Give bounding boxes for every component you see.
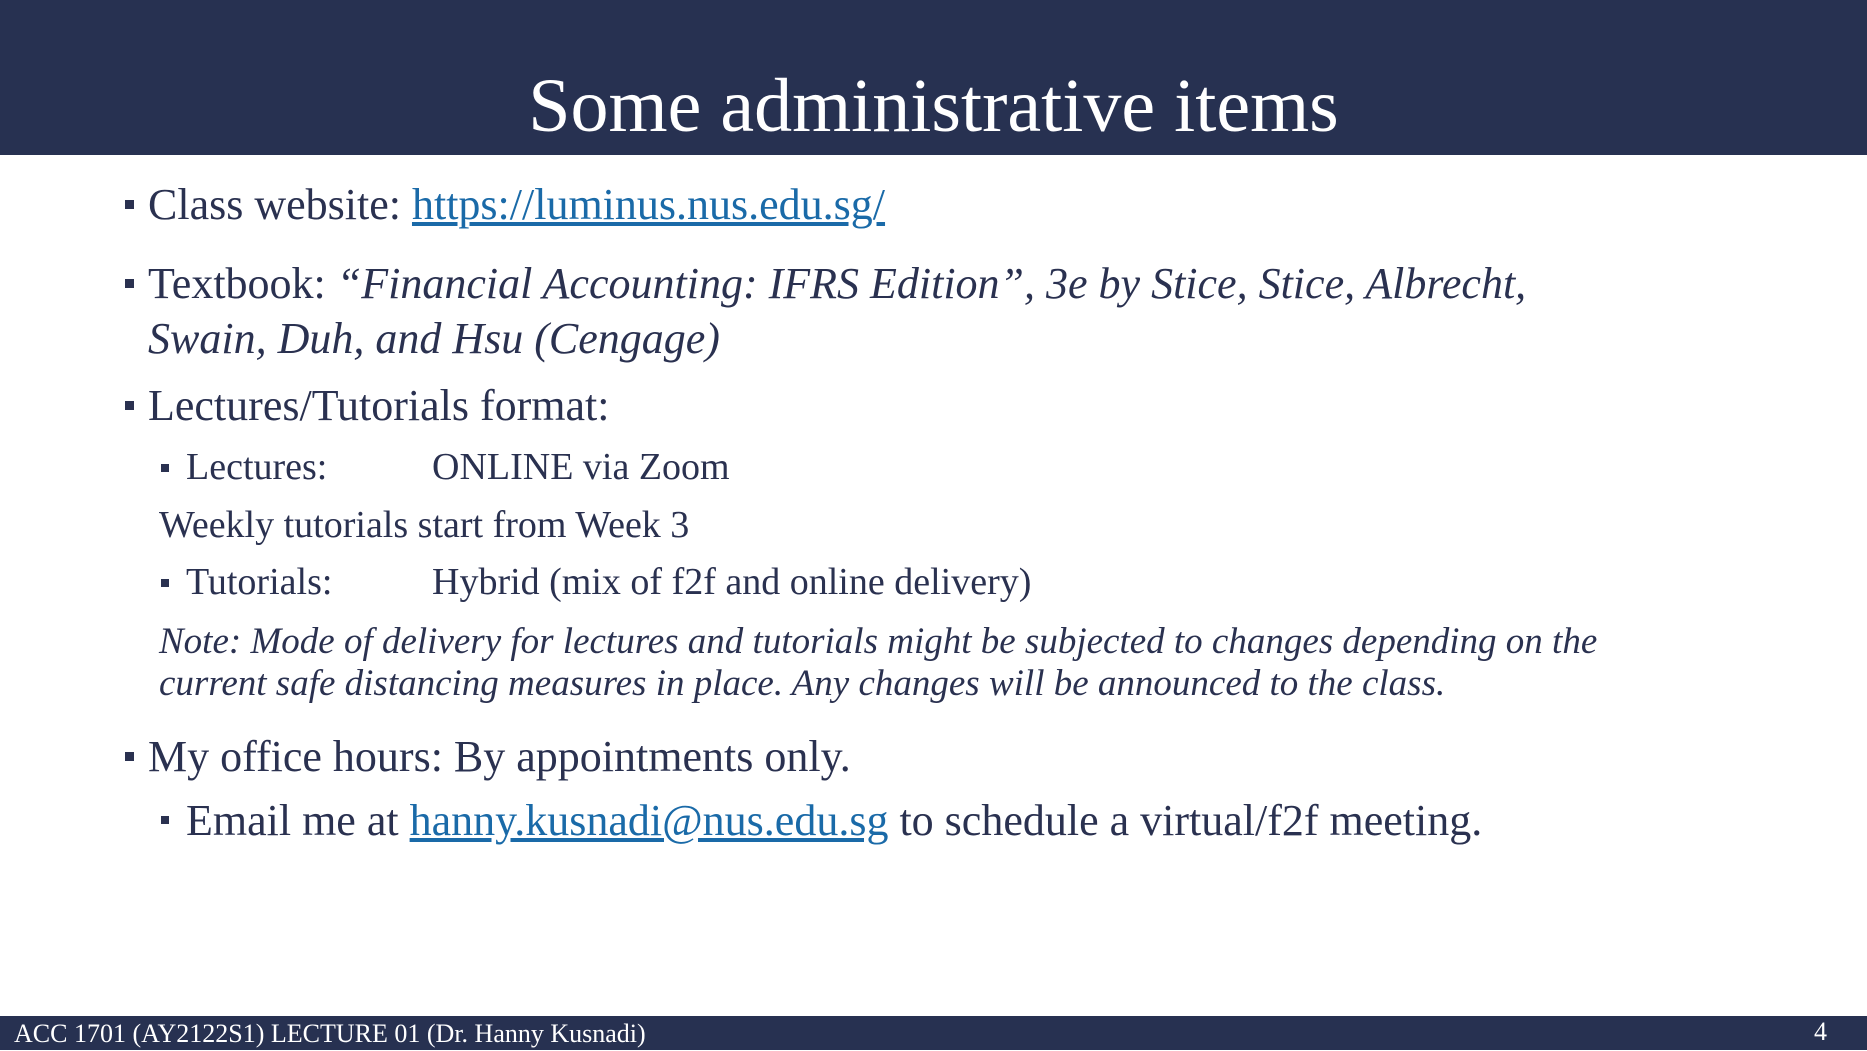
textbook-item <box>148 258 1526 310</box>
delivery-note-line-2: current safe distancing measures in place. Any changes will be announced to the class. <box>159 663 1446 704</box>
bullet-square-icon <box>125 200 134 209</box>
bullet-square-icon <box>161 579 169 587</box>
website-label: Class website: <box>148 180 412 229</box>
format-heading: Lectures/Tutorials format: <box>148 381 610 430</box>
page-number: 4 <box>1814 1017 1827 1046</box>
tutorials-value: Hybrid (mix of f2f and online delivery) <box>432 561 1032 603</box>
bullet-square-icon <box>161 816 169 824</box>
email-prefix: Email me at <box>186 796 410 845</box>
email-suffix: to schedule a virtual/f2f meeting. <box>888 796 1483 845</box>
delivery-note-line-1: Note: Mode of delivery for lectures and tutorials might be subjected to changes depending on the <box>159 621 1598 662</box>
email-link[interactable]: hanny.kusnadi@nus.edu.sg <box>409 796 889 845</box>
weekly-tutorials-note: Weekly tutorials start from Week 3 <box>159 504 690 546</box>
slide-footer <box>0 1016 1867 1050</box>
bullet-square-icon <box>161 464 169 472</box>
bullet-square-icon <box>125 752 134 761</box>
website-item <box>148 179 885 231</box>
tutorials-label: Tutorials: <box>186 561 333 603</box>
textbook-label: Textbook: <box>148 259 337 308</box>
lectures-label: Lectures: <box>186 446 328 488</box>
office-hours-item: My office hours: By appointments only. <box>148 732 851 781</box>
bullet-square-icon <box>125 401 134 410</box>
footer-course-info: ACC 1701 (AY2122S1) LECTURE 01 (Dr. Hanny Kusnadi) <box>14 1019 646 1048</box>
website-link[interactable]: https://luminus.nus.edu.sg/ <box>411 180 886 229</box>
email-item <box>186 795 1482 847</box>
textbook-authors-continued: Swain, Duh, and Hsu (Cengage) <box>148 314 720 363</box>
lectures-value: ONLINE via Zoom <box>432 446 730 488</box>
textbook-title: “Financial Accounting: IFRS Edition”, 3e by Stice, Stice, Albrecht, <box>336 259 1527 308</box>
slide-title: Some administrative items <box>528 64 1339 148</box>
bullet-square-icon <box>125 279 134 288</box>
